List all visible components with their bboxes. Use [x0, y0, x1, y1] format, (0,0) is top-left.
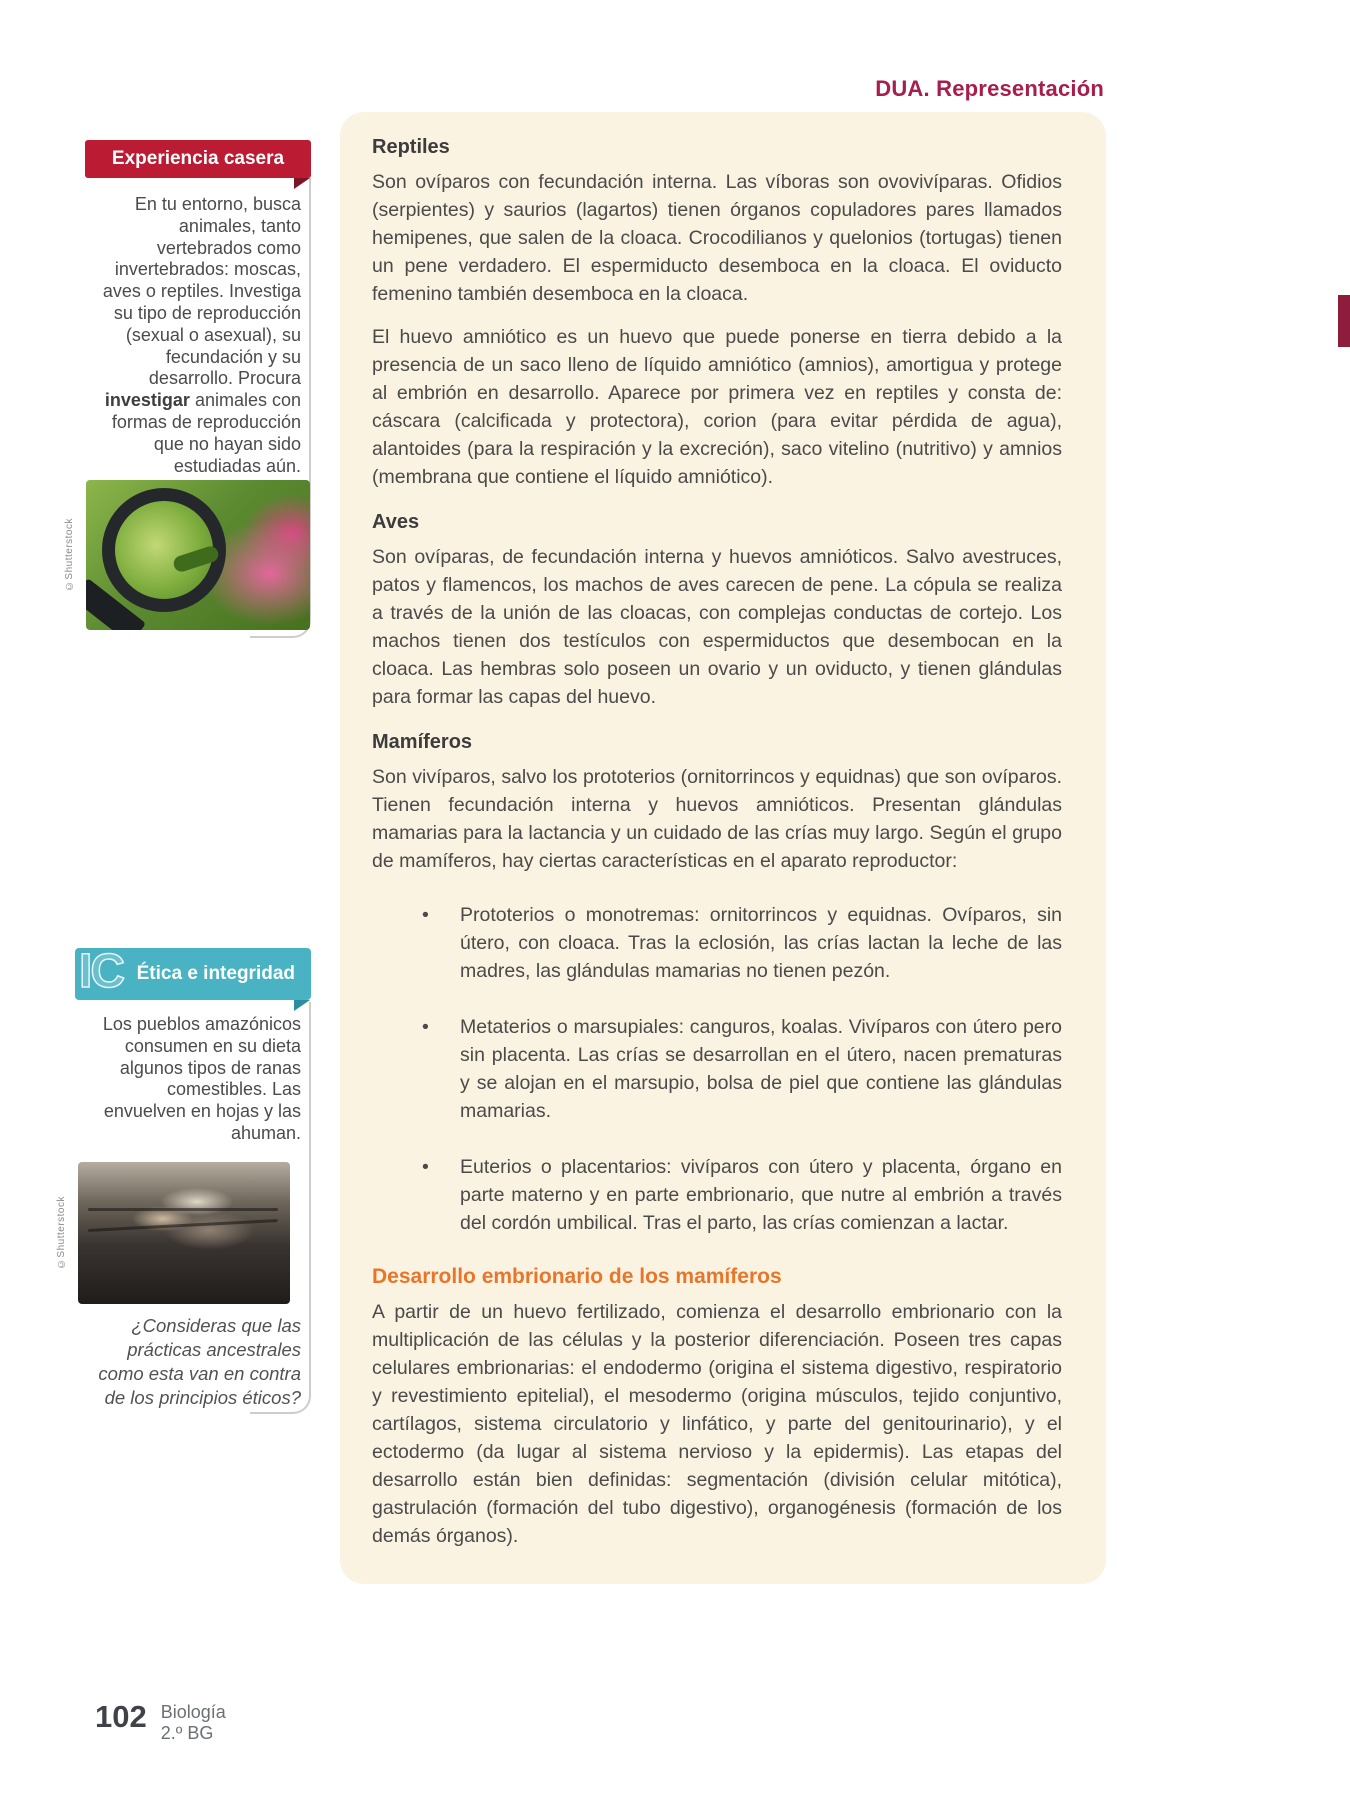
section-heading-desarrollo: Desarrollo embrionario de los mamíferos [372, 1265, 782, 1288]
page-edge-tab [1338, 295, 1350, 347]
reptiles-paragraph-2: El huevo amniótico es un huevo que puede ponerse en tierra debido a la presencia de un saco lleno de líquido amniótico (amnios), amortigua y protege al embrión en desarrollo. Aparece por primera vez en reptiles y consta de: cáscara (calcificada y protectora), corion (para evitar pérdida de agua), alantoides (para la respiración y la excreción), saco vitelino (nutritivo) y amnios (membrana que contiene el líquido amniótico). [372, 326, 1062, 488]
dua-label: DUA. [875, 76, 930, 101]
list-item-metaterios: • Metaterios o marsupiales: canguros, koalas. Vivíparos con útero pero sin placenta. Las crías se desarrollan en el útero, nacen prematuras y se alojan en el marsupio, bolsa de piel que contiene las glándulas mamarias. [422, 1013, 1062, 1125]
section-heading-reptiles: Reptiles [372, 136, 450, 158]
grade-label: 2.º BG [160, 1723, 214, 1743]
photo-credit: ©Shutterstock [56, 1196, 67, 1270]
grill-bar [88, 1219, 278, 1232]
experiencia-body-post: animales con formas de reproducción que no hayan sido estudiadas aún. [111, 390, 301, 476]
experiencia-casera-box [85, 140, 311, 178]
dua-title: Representación [929, 76, 1104, 101]
etica-body: Los pueblos amazónicos consumen en su dieta algunos tipos de ranas comestibles. Las envuelven en hojas y las ahuman. [102, 1014, 301, 1143]
page-footer [95, 1699, 226, 1744]
section-heading-aves: Aves [372, 511, 420, 533]
mamiferos-paragraph: Son vivíparos, salvo los prototerios (ornitorrincos y equidnas) que son ovíparos. Tienen fecundación interna y huevos amnióticos. Presentan glándulas mamarias para la lactancia y un cuidado de las crías muy largo. Según el grupo de mamíferos, hay ciertas características en el aparato reproductor: [372, 766, 1062, 872]
photo-mantis-magnifier [86, 480, 310, 630]
etica-question: ¿Consideras que las prácticas ancestrales como esta van en contra de los principios éticos? [98, 1315, 301, 1408]
section-heading-mamiferos: Mamíferos [372, 731, 473, 753]
subject-name: Biología [160, 1702, 226, 1722]
ic-badge: IC [79, 945, 123, 998]
etica-integridad-box [75, 945, 311, 1000]
etica-box-fold [294, 1000, 310, 1011]
experiencia-body-pre: En tu entorno, busca animales, tanto vertebrados como invertebrados: moscas, aves o reptiles. Investiga su tipo de reproducción (sexual o asexual), su fecundación y su desarrollo. Procura [102, 194, 301, 389]
photo-credit: ©Shutterstock [64, 518, 75, 592]
experiencia-body [95, 194, 301, 477]
etica-title: Ética e integridad [136, 963, 295, 984]
experiencia-title: Experiencia casera [111, 148, 285, 169]
grill-bar [88, 1208, 278, 1211]
subject-block [161, 1702, 226, 1744]
mammal-groups-list [372, 901, 1062, 1237]
list-item-prototerios: • Prototerios o monotremas: ornitorrincos y equidnas. Ovíparos, sin útero, con cloaca. Tras la eclosión, las crías lactan la leche de las madres, las glándulas mamarias no tienen pezón. [422, 901, 1062, 985]
aves-paragraph: Son ovíparas, de fecundación interna y huevos amnióticos. Salvo avestruces, patos y flamencos, los machos de aves carecen de pene. La cópula se realiza a través de la unión de las cloacas, con complejas conductas de cortejo. Los machos tienen dos testículos con espermiductos que desembocan en la cloaca. Las hembras solo poseen un ovario y un oviducto, y tienen glándulas para formar las capas del huevo. [372, 546, 1062, 708]
magnifier-lens [102, 488, 226, 612]
list-item-euterios: • Euterios o placentarios: vivíparos con útero y placenta, órgano en parte materno y en parte embrionario, que nutre al embrión a través del cordón umbilical. Tras el parto, las crías comienzan a lactar. [422, 1153, 1062, 1237]
dua-heading [875, 76, 1104, 102]
main-content-panel [340, 112, 1106, 1584]
desarrollo-paragraph: A partir de un huevo fertilizado, comienza el desarrollo embrionario con la multiplicación de las células y la posterior diferenciación. Poseen tres capas celulares embrionarias: el endodermo (origina el sistema digestivo, respiratorio y revestimiento epitelial), el mesodermo (origina músculos, tejido conjuntivo, cartílagos, sistema circulatorio y linfático, y parte del genitourinario), y el ectodermo (da lugar al sistema nervioso y la epidermis). Las etapas del desarrollo están bien definidas: segmentación (división celular mitótica), gastrulación (formación del tubo digestivo), organogénesis (formación de los demás órganos). [372, 1301, 1062, 1547]
mantis-silhouette [172, 544, 221, 573]
experiencia-box-fold [294, 178, 310, 189]
page-number: 102 [95, 1699, 147, 1734]
photo-smoked-frogs [78, 1162, 290, 1304]
experiencia-body-bold: investigar [104, 390, 190, 411]
reptiles-paragraph-1: Son ovíparos con fecundación interna. Las víboras son ovovivíparas. Ofidios (serpientes) y saurios (lagartos) tienen órganos copuladores pares llamados hemipenes, que salen de la cloaca. Crocodilianos y quelonios (tortugas) tienen un pene verdadero. El espermiducto desemboca en la cloaca. El oviducto femenino también desemboca en la cloaca. [372, 171, 1062, 305]
